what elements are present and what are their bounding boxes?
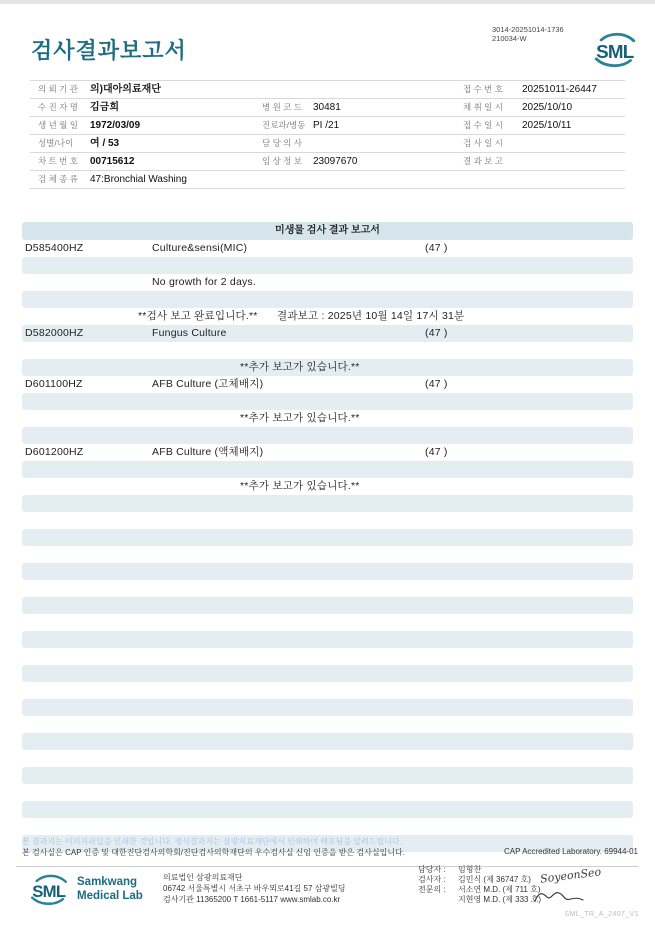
info-value — [522, 153, 625, 170]
report-cell: **추가 보고가 있습니다.** — [240, 361, 360, 373]
info-label: 채 취 일 시 — [463, 102, 503, 112]
report-row — [22, 597, 633, 614]
info-value: 47:Bronchial Washing — [90, 174, 187, 185]
staff-name: 김민식 (제 36747 호) — [458, 875, 531, 884]
info-label — [463, 171, 522, 188]
info-value: 김금희 — [90, 102, 119, 113]
report-row — [22, 274, 633, 291]
report-row — [22, 478, 633, 495]
sml-logo-small — [27, 873, 71, 905]
report-row — [22, 546, 633, 563]
info-label: 접 수 일 시 — [463, 120, 503, 130]
info-label: 수 진 자 명 — [38, 102, 78, 112]
report-cell: **검사 보고 완료입니다.** — [138, 310, 258, 322]
report-row — [22, 716, 633, 733]
report-row — [22, 444, 633, 461]
report-row — [22, 665, 633, 682]
report-row — [22, 342, 633, 359]
report-row — [22, 784, 633, 801]
info-value: PI /21 — [313, 120, 340, 131]
info-pad — [30, 135, 38, 152]
report-title: 검사결과보고서 — [31, 38, 187, 63]
info-pad — [30, 153, 38, 170]
report-row — [22, 240, 633, 257]
report-row — [22, 648, 633, 665]
info-value: 의)대아의료재단 — [90, 84, 161, 95]
info-label: 담 당 의 사 — [262, 138, 302, 148]
report-cell: (47 ) — [425, 327, 448, 339]
report-row — [22, 682, 633, 699]
report-row — [22, 291, 633, 308]
document-number-line1: 3014-20251014-1736 — [492, 25, 564, 34]
lab-address-line: 06742 서울특별시 서초구 바우뫼로41길 57 삼광빌딩 — [163, 884, 346, 893]
report-cell: D585400HZ — [25, 242, 84, 254]
info-row — [30, 117, 625, 135]
info-value: 30481 — [313, 102, 341, 113]
lab-address — [163, 872, 346, 905]
info-label — [262, 81, 313, 98]
info-pad — [30, 99, 38, 116]
info-value: 여 / 53 — [90, 138, 120, 149]
report-row — [22, 699, 633, 716]
info-label: 생 년 월 일 — [38, 120, 78, 130]
report-row — [22, 750, 633, 767]
report-cell: **추가 보고가 있습니다.** — [240, 412, 360, 424]
report-row — [22, 818, 633, 835]
report-row — [22, 512, 633, 529]
info-value — [313, 81, 463, 98]
report-row — [22, 580, 633, 597]
report-row — [22, 257, 633, 274]
info-label: 검 사 일 시 — [463, 138, 503, 148]
document-number — [492, 25, 564, 43]
info-value: 20251011-26447 — [522, 84, 597, 95]
info-pad — [30, 81, 38, 98]
staff-line — [418, 885, 541, 895]
info-label: 의 뢰 기 관 — [38, 84, 78, 94]
signature-scribble-icon — [533, 887, 585, 912]
info-row — [30, 81, 625, 99]
report-cell: AFB Culture (액체배지) — [152, 446, 264, 458]
report-cell: 결과보고 : 2025년 10월 14일 17시 31분 — [277, 310, 465, 322]
report-row — [22, 325, 633, 342]
info-row — [30, 99, 625, 117]
report-rows — [22, 240, 633, 852]
report-row — [22, 359, 633, 376]
info-value: 00715612 — [90, 156, 135, 167]
info-label: 검 체 종 류 — [38, 174, 78, 184]
report-cell: **추가 보고가 있습니다.** — [240, 480, 360, 492]
info-value — [522, 135, 625, 152]
info-label: 차 트 번 호 — [38, 156, 78, 166]
info-pad — [30, 117, 38, 134]
info-row — [30, 171, 625, 189]
info-value — [313, 135, 463, 152]
brand-name-line1: Samkwang — [77, 876, 138, 888]
report-row — [22, 308, 633, 325]
cap-accreditation-note: 본 검사실은 CAP 인증 및 대한진단검사의학회/진단검사의학재단의 우수검사실 신임 인증을 받은 검사실입니다. — [22, 848, 406, 857]
page-top-edge — [0, 0, 655, 4]
info-value — [313, 171, 463, 188]
info-value: 1972/03/09 — [90, 120, 141, 131]
staff-line — [418, 865, 541, 875]
sml-logo-small-text: SML — [32, 882, 66, 901]
info-label: 성별/나이 — [38, 138, 74, 148]
info-value — [522, 171, 625, 188]
report-cell: D582000HZ — [25, 327, 84, 339]
report-row — [22, 376, 633, 393]
staff-name: 임형찬 — [458, 865, 482, 874]
info-label: 병 원 코 드 — [262, 102, 302, 112]
report-row — [22, 427, 633, 444]
staff-name: 서소연 M.D. (제 711 호) — [458, 885, 541, 894]
brand-name — [77, 875, 143, 903]
info-label: 접 수 번 호 — [463, 84, 503, 94]
report-row — [22, 631, 633, 648]
report-row — [22, 733, 633, 750]
info-label: 진료과/병동 — [262, 120, 306, 130]
document-number-line2: 210034-W — [492, 34, 527, 43]
info-row — [30, 135, 625, 153]
report-row — [22, 767, 633, 784]
form-code: SML_TR_A_2407_V1 — [564, 911, 639, 918]
info-pad — [30, 171, 38, 188]
staff-role-label: 검사자 : — [418, 875, 446, 884]
report-cell: Culture&sensi(MIC) — [152, 242, 248, 254]
report-row — [22, 801, 633, 818]
footer-divider — [16, 866, 639, 867]
info-label — [262, 171, 313, 188]
report-cell: Fungus Culture — [152, 327, 227, 339]
report-row — [22, 614, 633, 631]
report-row — [22, 461, 633, 478]
staff-name: 지현영 M.D. (제 333 호) — [458, 895, 542, 904]
brand-name-line2: Medical Lab — [77, 890, 143, 902]
info-value: 2025/10/11 — [522, 120, 572, 131]
report-cell: (47 ) — [425, 378, 448, 390]
report-row — [22, 410, 633, 427]
footer-logo — [27, 873, 143, 905]
staff-line — [418, 895, 541, 905]
lab-address-line: 의료법인 삼광의료재단 — [163, 873, 243, 882]
staff-list — [418, 865, 541, 905]
lab-address-line: 검사기관 11365200 T 1661-5117 www.smlab.co.kr — [163, 895, 341, 904]
staff-role-label: 전문의 : — [418, 885, 446, 894]
staff-line — [418, 875, 541, 885]
report-cell: No growth for 2 days. — [152, 276, 256, 288]
report-cell: AFB Culture (고체배지) — [152, 378, 264, 390]
sml-logo — [589, 31, 641, 72]
report-cell: D601200HZ — [25, 446, 84, 458]
image-print-note: 본 결과지는 이미지파일을 인쇄한 것입니다. 정식결과지는 삼광의료재단에서 인쇄하여 배포됨을 알려드립니다. — [22, 837, 402, 846]
report-row — [22, 393, 633, 410]
patient-info-table — [30, 80, 625, 189]
report-row — [22, 563, 633, 580]
microbiology-section-header: 미생물 검사 결과 보고서 — [22, 222, 633, 240]
report-row — [22, 495, 633, 512]
info-label: 결 과 보 고 — [463, 156, 503, 166]
signature-handwritten: SoyeonSeo — [539, 865, 602, 886]
staff-role-label: 담당자 : — [418, 865, 446, 874]
report-cell: (47 ) — [425, 446, 448, 458]
info-label: 임 상 정 보 — [262, 156, 302, 166]
cap-accredited-label: CAP Accredited Laboratory. 69944-01 — [503, 847, 638, 856]
info-row — [30, 153, 625, 171]
sml-logo-text: SML — [596, 41, 634, 62]
report-cell: D601100HZ — [25, 378, 83, 390]
info-value: 23097670 — [313, 156, 358, 167]
info-value: 2025/10/10 — [522, 102, 573, 113]
report-cell: (47 ) — [425, 242, 448, 254]
report-row — [22, 529, 633, 546]
